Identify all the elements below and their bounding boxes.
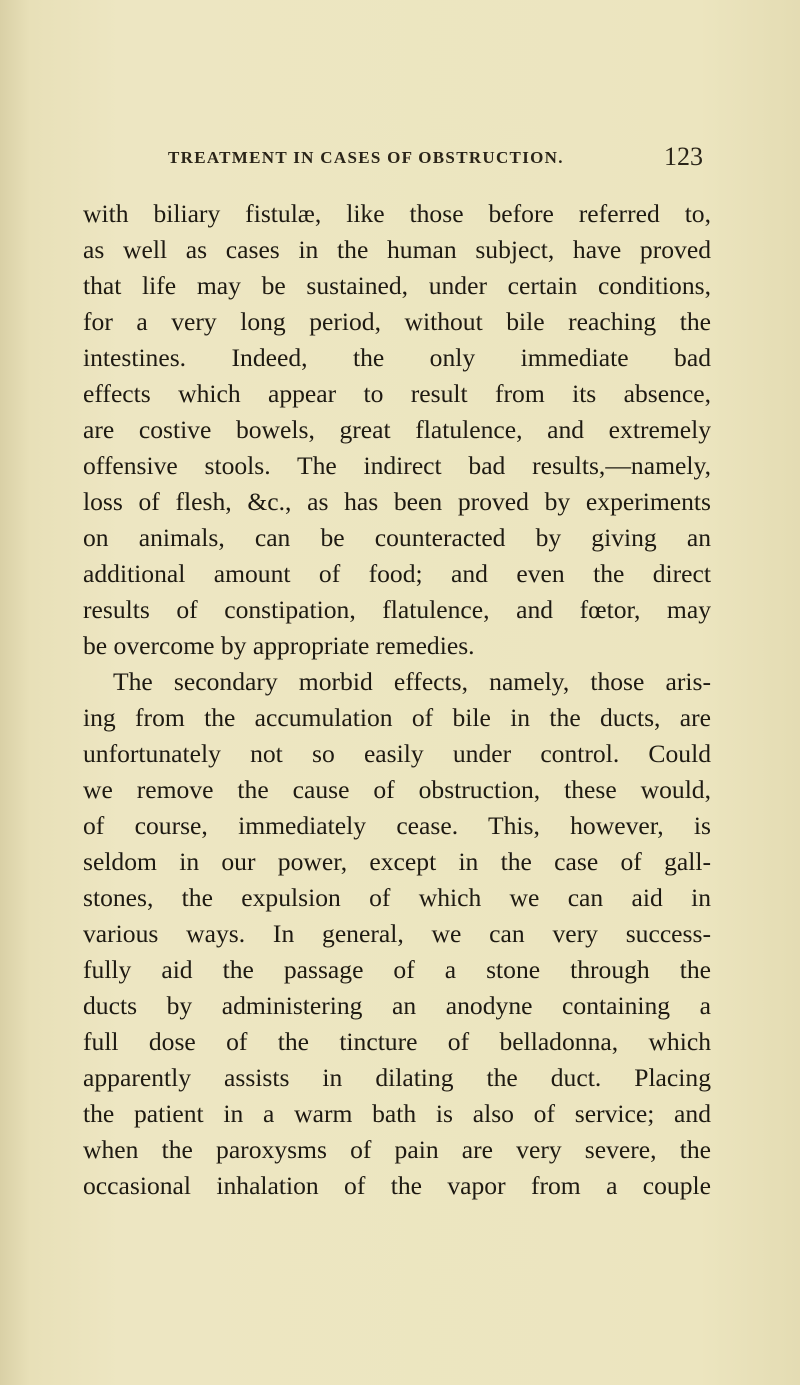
text-line: for a very long period, without bile reaching the xyxy=(83,307,711,336)
text-line: stones, the expulsion of which we can aid in xyxy=(83,883,711,912)
page-header xyxy=(0,142,800,178)
text-line: results of constipation, flatulence, and fœtor, may xyxy=(83,595,711,624)
text-line: that life may be sustained, under certain conditions, xyxy=(83,271,711,300)
text-line: be overcome by appropriate remedies. xyxy=(83,631,475,660)
text-line: when the paroxysms of pain are very severe, the xyxy=(83,1135,711,1164)
body-text xyxy=(83,196,711,1204)
text-line: ing from the accumulation of bile in the ducts, are xyxy=(83,703,711,732)
text-line: apparently assists in dilating the duct. Placing xyxy=(83,1063,711,1092)
text-line: offensive stools. The indirect bad results,—namely, xyxy=(83,451,711,480)
text-line: occasional inhalation of the vapor from a couple xyxy=(83,1171,711,1200)
text-line: with biliary fistulæ, like those before referred to, xyxy=(83,199,711,228)
text-line: The secondary morbid effects, namely, those aris- xyxy=(113,667,711,696)
text-line: as well as cases in the human subject, have proved xyxy=(83,235,711,264)
text-line: the patient in a warm bath is also of service; and xyxy=(83,1099,711,1128)
running-title: TREATMENT IN CASES OF OBSTRUCTION. xyxy=(168,148,564,167)
text-line: seldom in our power, except in the case of gall- xyxy=(83,847,711,876)
text-line: unfortunately not so easily under control. Could xyxy=(83,739,711,768)
text-line: ducts by administering an anodyne containing a xyxy=(83,991,711,1020)
text-line: on animals, can be counteracted by giving an xyxy=(83,523,711,552)
text-line: loss of flesh, &c., as has been proved by experiments xyxy=(83,487,711,516)
text-line: additional amount of food; and even the direct xyxy=(83,559,711,588)
text-line: effects which appear to result from its absence, xyxy=(83,379,711,408)
text-line: of course, immediately cease. This, however, is xyxy=(83,811,711,840)
text-line: various ways. In general, we can very success- xyxy=(83,919,711,948)
page-number: 123 xyxy=(664,142,703,171)
text-line: are costive bowels, great flatulence, and extremely xyxy=(83,415,711,444)
text-line: full dose of the tincture of belladonna, which xyxy=(83,1027,711,1056)
text-line: intestines. Indeed, the only immediate bad xyxy=(83,343,711,372)
text-line: we remove the cause of obstruction, these would, xyxy=(83,775,711,804)
text-line: fully aid the passage of a stone through the xyxy=(83,955,711,984)
